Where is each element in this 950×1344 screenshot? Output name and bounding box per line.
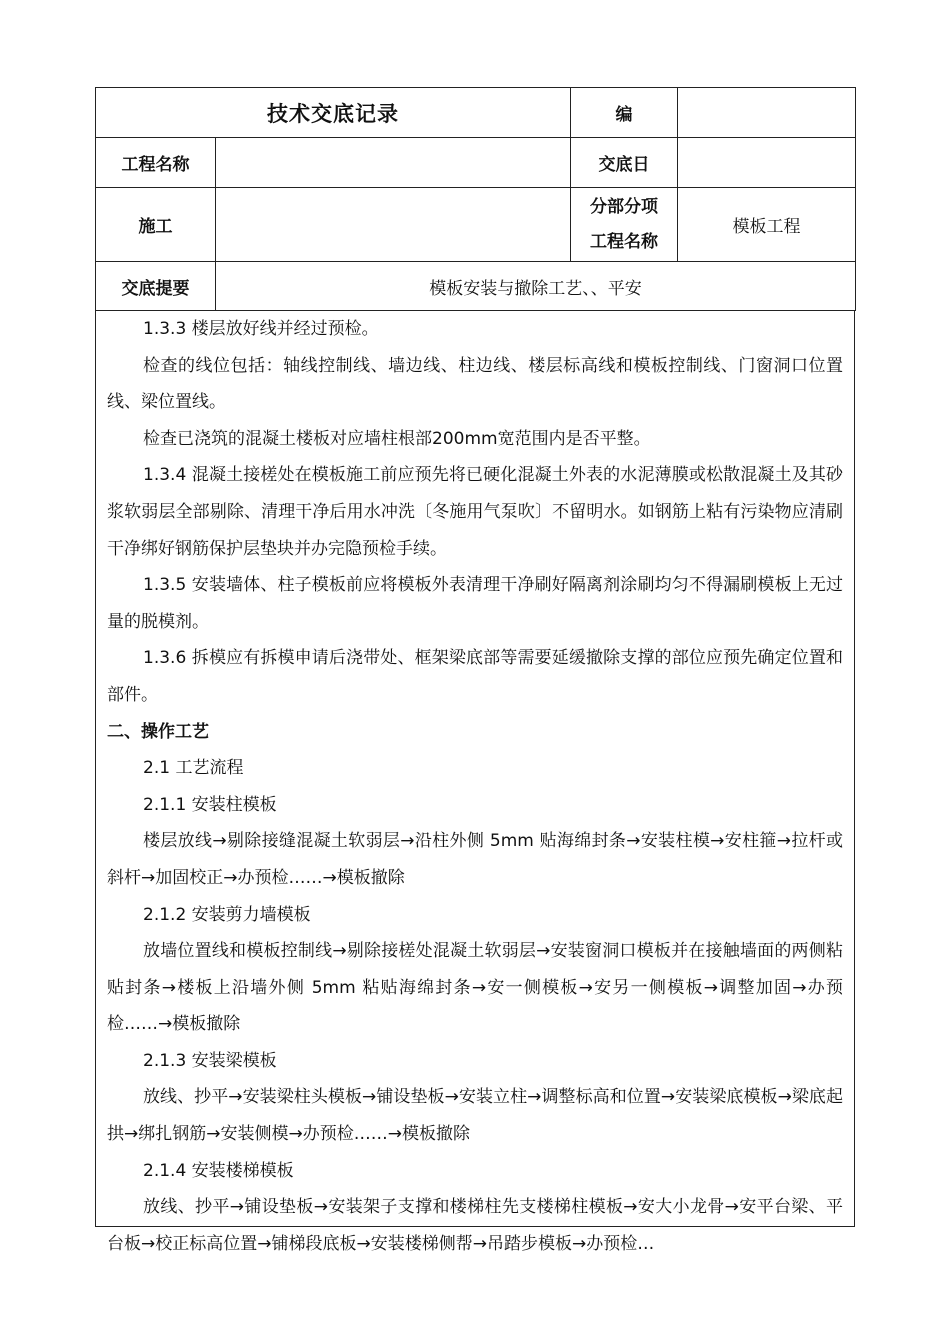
project-name-field[interactable] — [216, 138, 571, 188]
content-paragraph: 检查已浇筑的混凝土楼板对应墙柱根部200mm宽范围内是否平整。 — [143, 428, 651, 449]
construction-label: 施工 — [96, 188, 216, 262]
content-paragraph: 2.1.3 安装梁模板 — [143, 1050, 277, 1071]
content-paragraph: 2.1 工艺流程 — [143, 758, 244, 779]
code-field[interactable] — [678, 88, 856, 138]
technical-briefing-record — [95, 87, 855, 1254]
subitem-label-line-1: 分部分项 — [590, 196, 658, 217]
subitem-label — [571, 188, 678, 262]
content-paragraph: 楼层放线→剔除接缝混凝土软弱层→沿柱外侧 5mm 贴海绵封条→安装柱模→安柱箍→拉杆或斜杆→加固校正→办预检……→模板撤除 — [107, 831, 843, 888]
construction-field[interactable] — [216, 188, 571, 262]
document-title: 技术交底记录 — [96, 88, 571, 138]
content-paragraph: 1.3.3 楼层放好线并经过预检。 — [143, 319, 379, 339]
content-paragraph: 检查的线位包括：轴线控制线、墙边线、柱边线、楼层标高线和模板控制线、门窗洞口位置线、梁位置线。 — [107, 355, 843, 413]
summary-value: 模板安装与撤除工艺、、平安 — [216, 262, 856, 311]
subitem-value: 模板工程 — [678, 188, 856, 262]
content-paragraph: 1.3.5 安装墙体、柱子模板前应将模板外表清理干净刷好隔离剂涂刷均匀不得漏刷模板上无过量的脱模剂。 — [107, 575, 843, 632]
project-name-label: 工程名称 — [96, 138, 216, 188]
briefing-date-label: 交底日 — [571, 138, 678, 188]
content-paragraph: 2.1.4 安装楼梯模板 — [143, 1160, 294, 1181]
content-paragraph: 2.1.2 安装剪力墙模板 — [143, 904, 311, 925]
summary-label: 交底提要 — [96, 262, 216, 311]
briefing-content — [95, 311, 855, 1254]
subitem-label-line-2: 工程名称 — [590, 231, 658, 252]
content-paragraph: 2.1.1 安装柱模板 — [143, 794, 277, 815]
content-paragraph: 放线、抄平→铺设垫板→安装架子支撑和楼梯柱先支楼梯柱模板→安大小龙骨→安平台梁、平台板→校正标高位置→铺梯段底板→安装楼梯侧帮→吊踏步模板→办预检… — [107, 1197, 843, 1254]
code-label: 编 — [571, 88, 678, 138]
content-paragraph: 1.3.4 混凝土接槎处在模板施工前应预先将已硬化混凝土外表的水泥薄膜或松散混凝土及其砂浆软弱层全部剔除、清理干净后用水冲洗〔冬施用气泵吹〕不留明水。如钢筋上粘有污染物应清刷干净绑好钢筋保护层垫块并办完隐预检手续。 — [107, 465, 843, 559]
header-table — [95, 87, 856, 311]
content-paragraph: 1.3.6 拆模应有拆模申请后浇带处、框架梁底部等需要延缓撤除支撑的部位应预先确定位置和部件。 — [107, 648, 843, 705]
content-paragraph: 放墙位置线和模板控制线→剔除接槎处混凝土软弱层→安装窗洞口模板并在接触墙面的两侧粘贴封条→楼板上沿墙外侧 5mm 粘贴海绵封条→安一侧模板→安另一侧模板→调整加固→办预检……→模板撤除 — [107, 941, 843, 1035]
section-heading: 二、操作工艺 — [107, 721, 209, 742]
briefing-date-field[interactable] — [678, 138, 856, 188]
content-paragraph: 放线、抄平→安装梁柱头模板→铺设垫板→安装立柱→调整标高和位置→安装梁底模板→梁底起拱→绑扎钢筋→安装侧模→办预检……→模板撤除 — [107, 1087, 843, 1145]
